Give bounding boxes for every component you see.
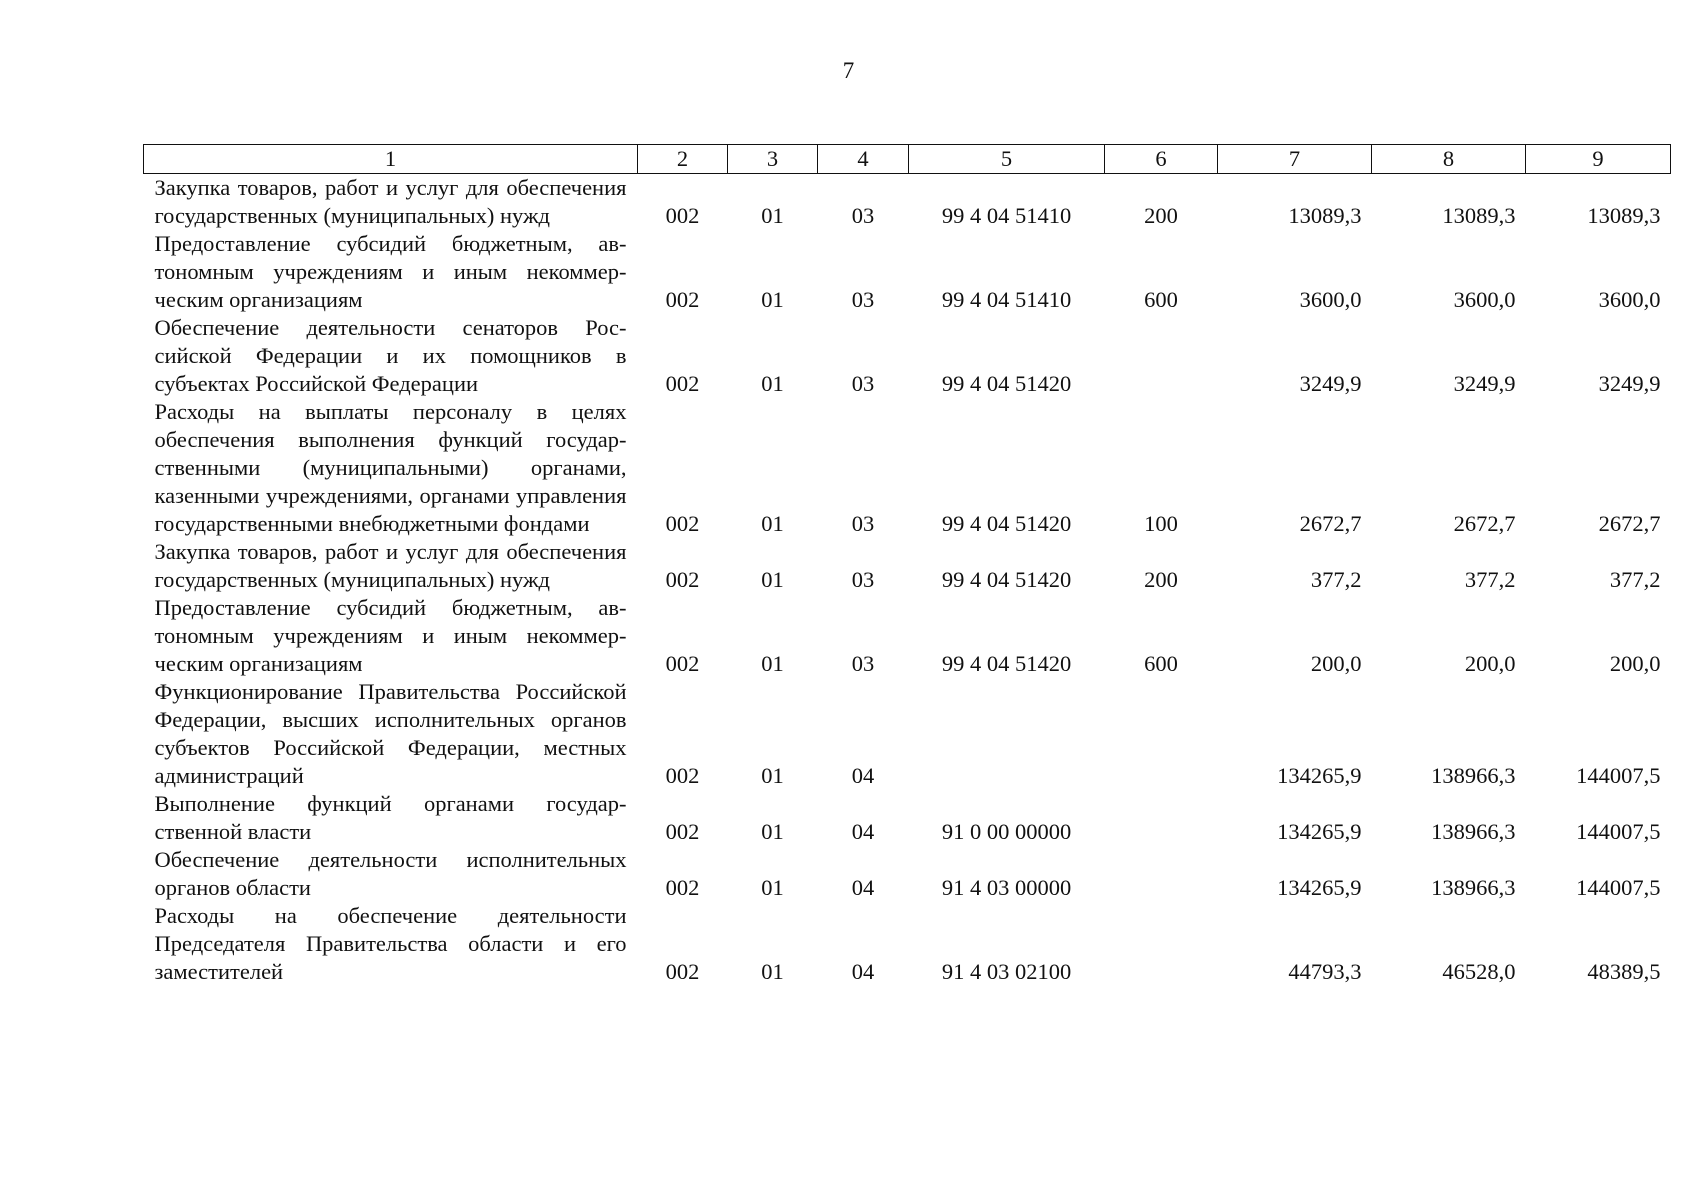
chapter-code: 002 xyxy=(665,875,700,900)
amount-year-2: 3600,0 xyxy=(1453,287,1516,312)
amount-year-1: 200,0 xyxy=(1310,651,1362,676)
section-code: 01 xyxy=(761,959,784,984)
section-code: 01 xyxy=(761,567,784,592)
column-header: 7 xyxy=(1218,145,1372,174)
row-description: Выполнение функций органами государственной власти xyxy=(154,791,627,844)
expense-type-code: 600 xyxy=(1144,287,1178,312)
target-article-code xyxy=(909,678,1105,790)
table-row xyxy=(144,790,1671,846)
target-article-code: 91 0 00 00000 xyxy=(941,819,1072,844)
subsection-code: 04 xyxy=(851,875,875,900)
column-header: 6 xyxy=(1105,145,1218,174)
section-code: 01 xyxy=(761,651,784,676)
amount-year-1: 44793,3 xyxy=(1288,959,1362,984)
subsection-code: 03 xyxy=(851,651,875,676)
amount-year-3: 3600,0 xyxy=(1598,287,1661,312)
chapter-code: 002 xyxy=(665,763,700,788)
subsection-code: 03 xyxy=(851,203,875,228)
row-description: Функционирование Правительства Российской Федерации, высших исполнительных органов субъектов Российской Федерации, местных администраций xyxy=(154,679,627,788)
amount-year-3: 200,0 xyxy=(1609,651,1661,676)
chapter-code: 002 xyxy=(665,511,700,536)
table-row xyxy=(144,398,1671,538)
row-description: Закупка товаров, работ и услуг для обеспечения государственных (муниципальных) нужд xyxy=(154,175,627,228)
table-row xyxy=(144,230,1671,314)
amount-year-2: 46528,0 xyxy=(1442,959,1516,984)
section-code: 01 xyxy=(761,763,784,788)
subsection-code: 04 xyxy=(851,819,875,844)
amount-year-3: 3249,9 xyxy=(1598,371,1661,396)
table-row xyxy=(144,538,1671,594)
row-description: Обеспечение деятельности сенаторов Российской Федерации и их помощников в субъектах Российской Федерации xyxy=(154,315,627,396)
row-description: Расходы на выплаты персоналу в целях обеспечения выполнения функций государственными (муниципальными) органами, казенными учреждениями, органами управления государственными внебюджетными фондами xyxy=(154,399,627,536)
amount-year-3: 144007,5 xyxy=(1576,875,1661,900)
section-code: 01 xyxy=(761,371,784,396)
amount-year-2: 377,2 xyxy=(1464,567,1516,592)
amount-year-3: 144007,5 xyxy=(1576,819,1661,844)
section-code: 01 xyxy=(761,819,784,844)
target-article-code: 99 4 04 51410 xyxy=(941,203,1072,228)
row-description: Предоставление субсидий бюджетным, автономным учреждениям и иным некоммерческим организациям xyxy=(154,595,627,676)
subsection-code: 04 xyxy=(851,763,875,788)
row-description: Закупка товаров, работ и услуг для обеспечения государственных (муниципальных) нужд xyxy=(154,539,627,592)
amount-year-1: 13089,3 xyxy=(1288,203,1362,228)
chapter-code: 002 xyxy=(665,959,700,984)
section-code: 01 xyxy=(761,875,784,900)
chapter-code: 002 xyxy=(665,371,700,396)
amount-year-2: 3249,9 xyxy=(1453,371,1516,396)
budget-table xyxy=(143,144,1671,986)
table-row xyxy=(144,174,1671,231)
target-article-code: 91 4 03 00000 xyxy=(941,875,1072,900)
amount-year-1: 377,2 xyxy=(1310,567,1362,592)
target-article-code: 99 4 04 51420 xyxy=(941,651,1072,676)
expense-type-code xyxy=(1105,790,1218,846)
amount-year-1: 134265,9 xyxy=(1277,875,1362,900)
chapter-code: 002 xyxy=(665,567,700,592)
amount-year-2: 2672,7 xyxy=(1453,511,1516,536)
column-header: 1 xyxy=(144,145,638,174)
expense-type-code xyxy=(1105,902,1218,986)
expense-type-code: 200 xyxy=(1144,567,1178,592)
subsection-code: 03 xyxy=(851,287,875,312)
table-body xyxy=(144,174,1671,987)
target-article-code: 99 4 04 51420 xyxy=(941,511,1072,536)
amount-year-1: 2672,7 xyxy=(1299,511,1362,536)
chapter-code: 002 xyxy=(665,819,700,844)
column-header: 5 xyxy=(909,145,1105,174)
column-header: 2 xyxy=(638,145,728,174)
column-header: 3 xyxy=(728,145,818,174)
amount-year-2: 200,0 xyxy=(1464,651,1516,676)
section-code: 01 xyxy=(761,287,784,312)
section-code: 01 xyxy=(761,203,784,228)
expense-type-code: 100 xyxy=(1144,511,1178,536)
table-row xyxy=(144,846,1671,902)
column-header: 4 xyxy=(818,145,909,174)
section-code: 01 xyxy=(761,511,784,536)
amount-year-3: 377,2 xyxy=(1609,567,1661,592)
subsection-code: 03 xyxy=(851,371,875,396)
page-number: 7 xyxy=(842,58,855,83)
amount-year-2: 138966,3 xyxy=(1431,819,1516,844)
amount-year-3: 13089,3 xyxy=(1587,203,1661,228)
amount-year-1: 134265,9 xyxy=(1277,819,1362,844)
column-header: 9 xyxy=(1526,145,1671,174)
expense-type-code xyxy=(1105,678,1218,790)
amount-year-2: 138966,3 xyxy=(1431,763,1516,788)
table-row xyxy=(144,314,1671,398)
table-row xyxy=(144,678,1671,790)
expense-type-code xyxy=(1105,846,1218,902)
subsection-code: 03 xyxy=(851,511,875,536)
target-article-code: 99 4 04 51410 xyxy=(941,287,1072,312)
header-row xyxy=(144,145,1671,174)
amount-year-2: 138966,3 xyxy=(1431,875,1516,900)
amount-year-1: 134265,9 xyxy=(1277,763,1362,788)
table-row xyxy=(144,594,1671,678)
amount-year-1: 3249,9 xyxy=(1299,371,1362,396)
table-row xyxy=(144,902,1671,986)
amount-year-3: 2672,7 xyxy=(1598,511,1661,536)
expense-type-code: 600 xyxy=(1144,651,1178,676)
amount-year-3: 144007,5 xyxy=(1576,763,1661,788)
chapter-code: 002 xyxy=(665,203,700,228)
target-article-code: 91 4 03 02100 xyxy=(941,959,1072,984)
target-article-code: 99 4 04 51420 xyxy=(941,371,1072,396)
amount-year-3: 48389,5 xyxy=(1587,959,1661,984)
subsection-code: 04 xyxy=(851,959,875,984)
column-header: 8 xyxy=(1372,145,1526,174)
chapter-code: 002 xyxy=(665,287,700,312)
target-article-code: 99 4 04 51420 xyxy=(941,567,1072,592)
chapter-code: 002 xyxy=(665,651,700,676)
row-description: Обеспечение деятельности исполнительных органов области xyxy=(154,847,627,900)
amount-year-1: 3600,0 xyxy=(1299,287,1362,312)
expense-type-code: 200 xyxy=(1144,203,1178,228)
row-description: Расходы на обеспечение деятельности Председателя Правительства области и его заместителей xyxy=(154,903,627,984)
row-description: Предоставление субсидий бюджетным, автономным учреждениям и иным некоммерческим организациям xyxy=(154,231,627,312)
amount-year-2: 13089,3 xyxy=(1442,203,1516,228)
subsection-code: 03 xyxy=(851,567,875,592)
expense-type-code xyxy=(1105,314,1218,398)
